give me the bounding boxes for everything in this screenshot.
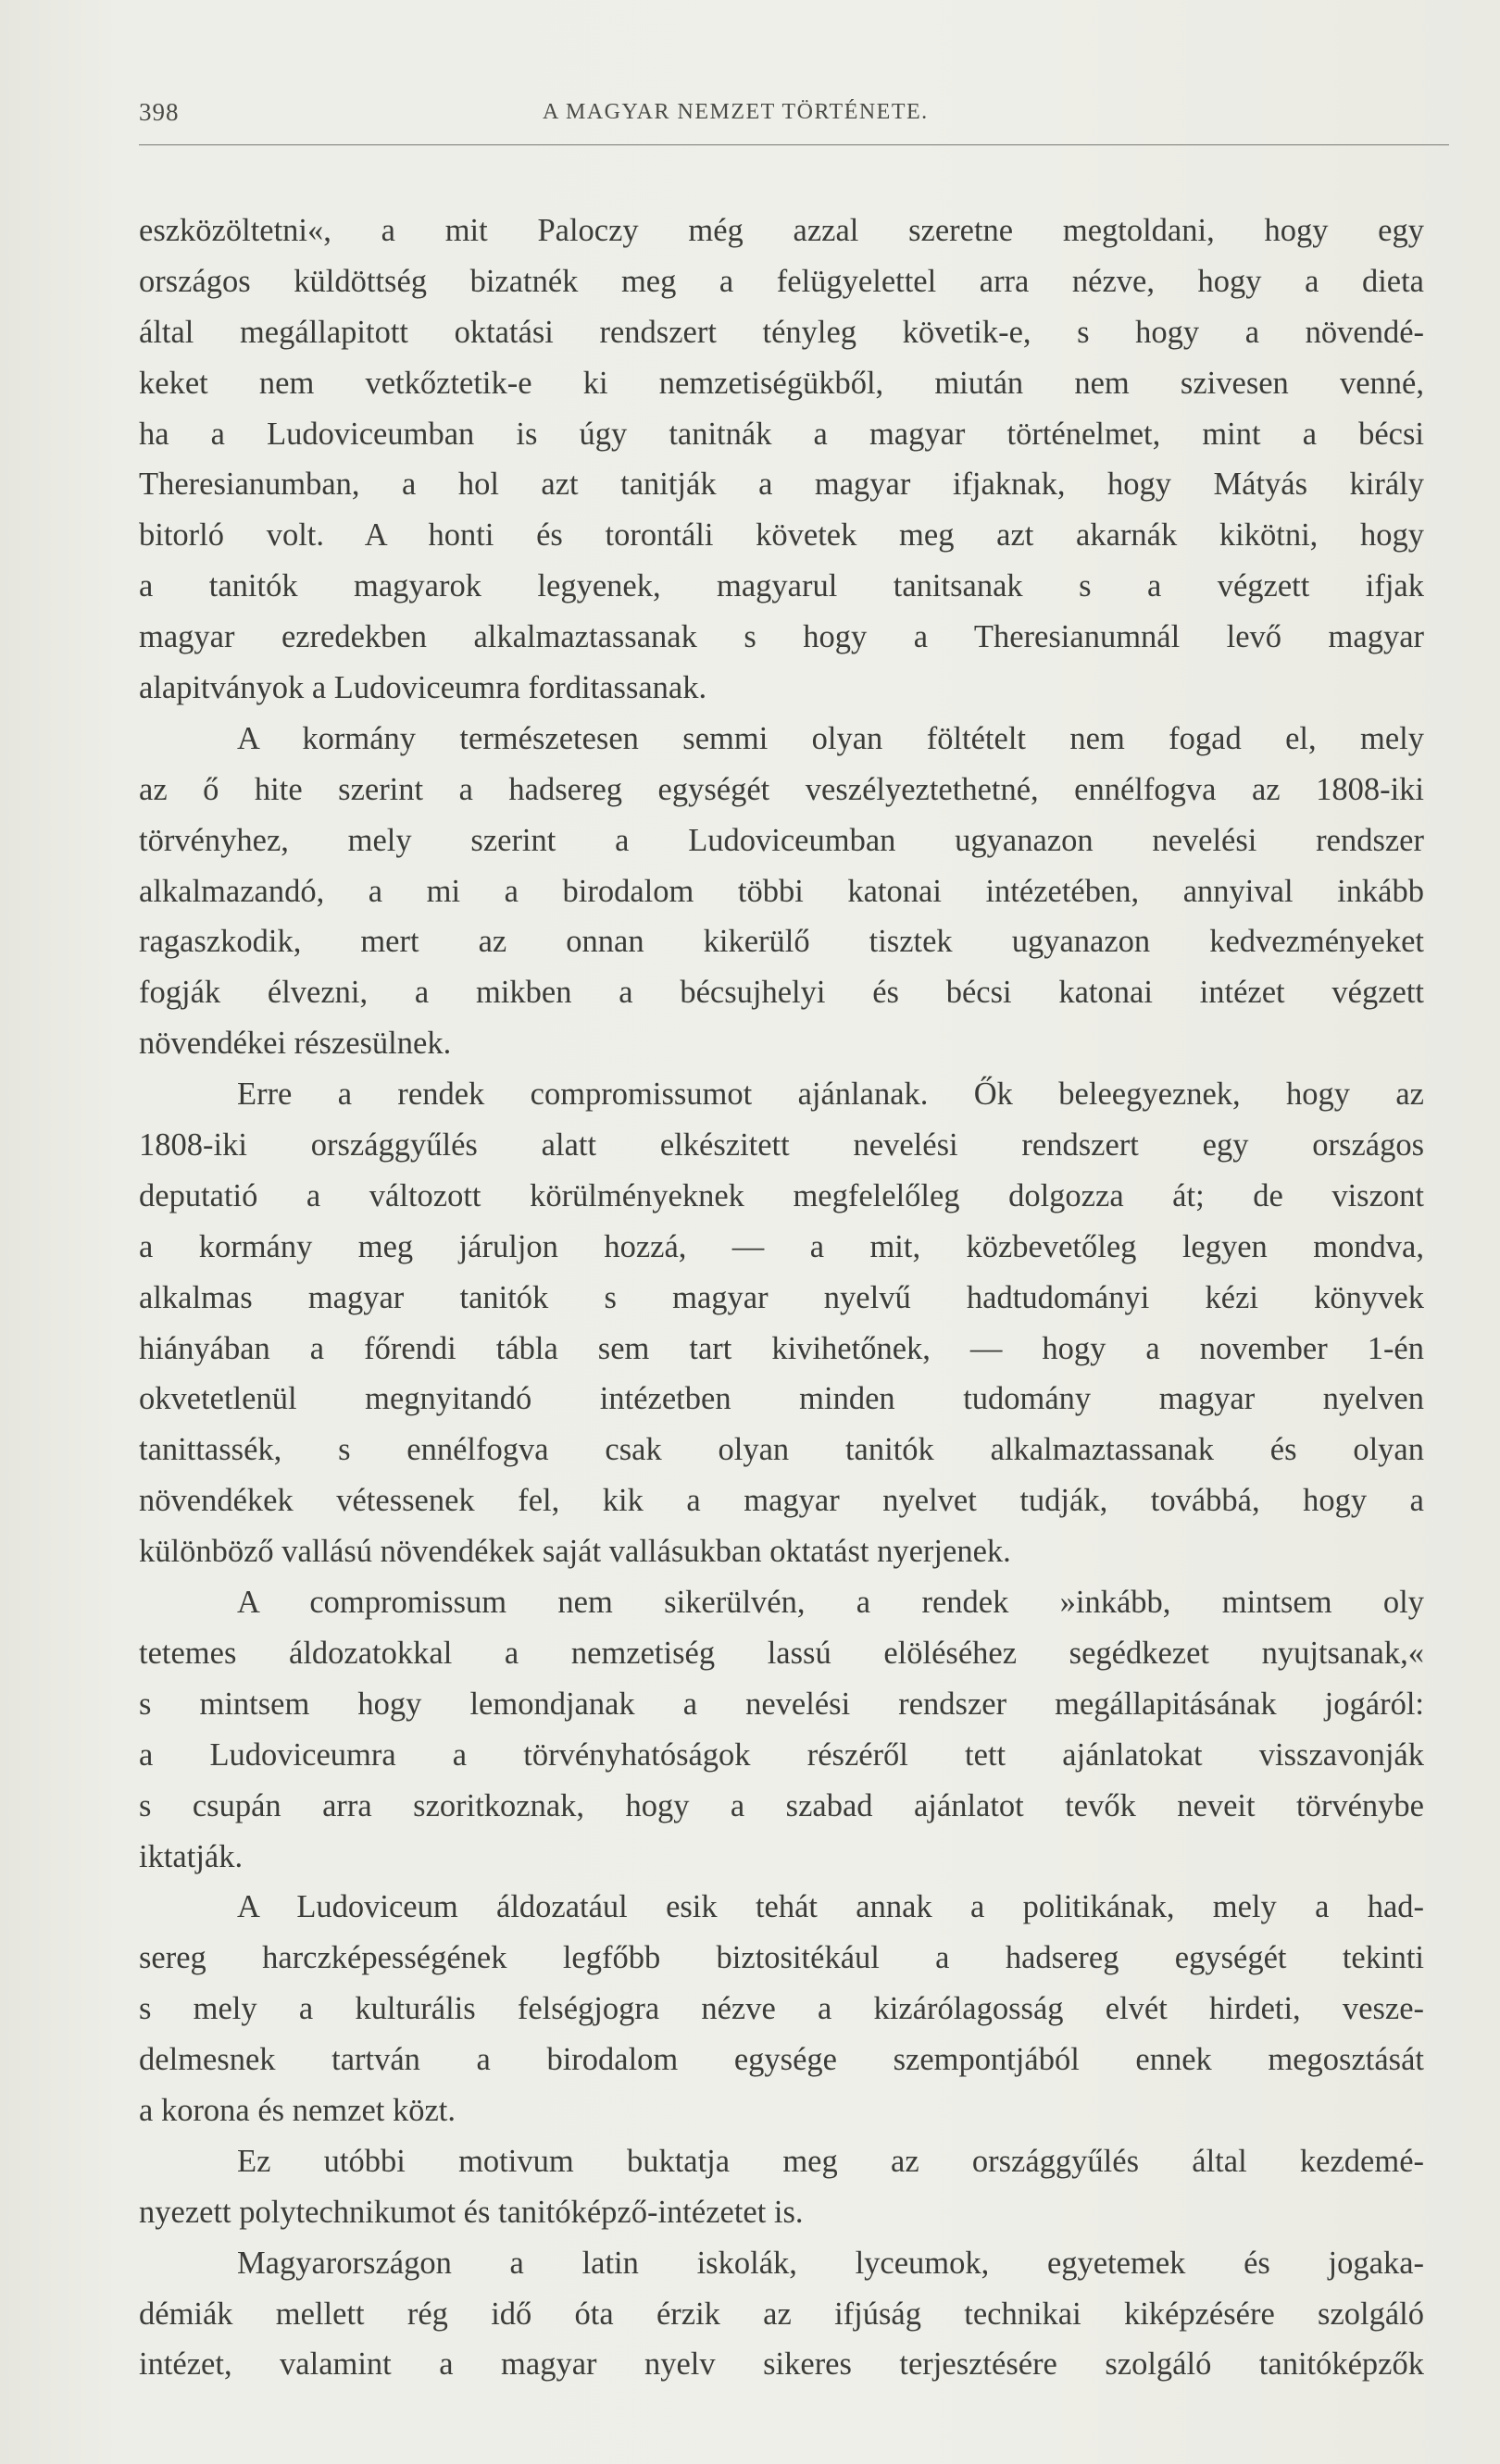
text-line: növendékek vétessenek fel, kik a magyar nyelvet tudják, továbbá, hogy a <box>139 1483 1424 1519</box>
text-line: a Ludoviceumra a törvényhatóságok részéről tett ajánlatokat visszavonják <box>139 1736 1424 1773</box>
text-line: intézet, valamint a magyar nyelv sikeres terjesztésére szolgáló tanitóképzők <box>139 2346 1424 2383</box>
page-number: 398 <box>139 98 180 126</box>
page-header <box>139 98 1444 139</box>
text-line: alkalmazandó, a mi a birodalom többi katonai intézetében, annyival inkább <box>139 873 1424 909</box>
text-line: hiányában a főrendi tábla sem tart kivihetőnek, — hogy a november 1-én <box>139 1330 1424 1366</box>
text-line: magyar ezredekben alkalmaztassanak s hogy a Theresianumnál levő magyar <box>139 619 1424 655</box>
text-line: fogják élvezni, a mikben a bécsujhelyi és bécsi katonai intézet végzett <box>139 975 1424 1011</box>
text-line: ragaszkodik, mert az onnan kikerülő tisztek ugyanazon kedvezményeket <box>139 924 1424 960</box>
text-line: növendékei részesülnek. <box>139 1026 452 1062</box>
text-line: Magyarországon a latin iskolák, lyceumok, egyetemek és jogaka- <box>237 2245 1424 2281</box>
text-line: különböző vallású növendékek saját vallásukban oktatást nyerjenek. <box>139 1534 1011 1570</box>
text-line: eszközöltetni«, a mit Paloczy még azzal szeretne megtoldani, hogy egy <box>139 213 1424 248</box>
text-line: 1808-iki országgyűlés alatt elkészitett nevelési rendszert egy országos <box>139 1127 1424 1164</box>
text-line: által megállapitott oktatási rendszert tényleg követik-e, s hogy a növendé- <box>139 314 1424 350</box>
text-line: s csupán arra szoritkoznak, hogy a szabad ajánlatot tevők neveit törvénybe <box>139 1787 1424 1823</box>
text-line: A kormány természetesen semmi olyan föltételt nem fogad el, mely <box>237 720 1424 756</box>
text-line: deputatió a változott körülményeknek megfelelőleg dolgozza át; de viszont <box>139 1177 1424 1213</box>
text-line: országos küldöttség bizatnék meg a felügyelettel arra nézve, hogy a dieta <box>139 263 1424 299</box>
running-title: A MAGYAR NEMZET TÖRTÉNETE. <box>543 100 929 124</box>
text-line: s mintsem hogy lemondjanak a nevelési rendszer megállapitásának jogáról: <box>139 1686 1424 1722</box>
body-text <box>139 205 1424 2390</box>
text-line: Erre a rendek compromissumot ajánlanak. Ők beleegyeznek, hogy az <box>237 1076 1424 1113</box>
text-line: a tanitók magyarok legyenek, magyarul tanitsanak s a végzett ifjak <box>139 568 1424 604</box>
text-line: okvetetlenül megnyitandó intézetben minden tudomány magyar nyelven <box>139 1381 1424 1417</box>
text-line: ha a Ludoviceumban is úgy tanitnák a magyar történelmet, mint a bécsi <box>139 416 1424 452</box>
text-line: alkalmas magyar tanitók s magyar nyelvű hadtudományi kézi könyvek <box>139 1279 1424 1315</box>
text-line: alapitványok a Ludoviceumra forditassanak. <box>139 670 707 706</box>
text-line: Theresianumban, a hol azt tanitják a magyar ifjaknak, hogy Mátyás király <box>139 467 1424 503</box>
text-line: s mely a kulturális felségjogra nézve a kizárólagosság elvét hirdeti, vesze- <box>139 1991 1424 2027</box>
text-line: A Ludoviceum áldozatául esik tehát annak a politikának, mely a had- <box>237 1889 1424 1925</box>
text-line: az ő hite szerint a hadsereg egységét veszélyeztethetné, ennélfogva az 1808-iki <box>139 771 1424 807</box>
text-line: démiák mellett rég idő óta érzik az ifjúság technikai kiképzésére szolgáló <box>139 2296 1424 2332</box>
text-line: keket nem vetkőztetik-e ki nemzetiségükből, miután nem szivesen venné, <box>139 365 1424 401</box>
text-line: törvényhez, mely szerint a Ludoviceumban ugyanazon nevelési rendszer <box>139 822 1424 858</box>
text-line: Ez utóbbi motivum buktatja meg az országgyűlés által kezdemé- <box>237 2143 1424 2179</box>
text-line: A compromissum nem sikerülvén, a rendek »inkább, mintsem oly <box>237 1585 1424 1621</box>
header-rule <box>139 144 1449 145</box>
text-line: nyezett polytechnikumot és tanitóképző-intézetet is. <box>139 2194 804 2230</box>
text-line: a kormány meg járuljon hozzá, — a mit, közbevetőleg legyen mondva, <box>139 1228 1424 1264</box>
text-line: delmesnek tartván a birodalom egysége szempontjából ennek megosztását <box>139 2042 1424 2078</box>
text-line: a korona és nemzet közt. <box>139 2092 456 2128</box>
text-line: tetemes áldozatokkal a nemzetiség lassú elöléséhez segédkezet nyujtsanak,« <box>139 1635 1424 1671</box>
text-line: iktatják. <box>139 1838 244 1874</box>
text-line: bitorló volt. A honti és torontáli követek meg azt akarnák kikötni, hogy <box>139 517 1424 554</box>
text-line: tanittassék, s ennélfogva csak olyan tanitók alkalmaztassanak és olyan <box>139 1432 1424 1468</box>
text-line: sereg harczképességének legfőbb biztositékául a hadsereg egységét tekinti <box>139 1940 1424 1976</box>
